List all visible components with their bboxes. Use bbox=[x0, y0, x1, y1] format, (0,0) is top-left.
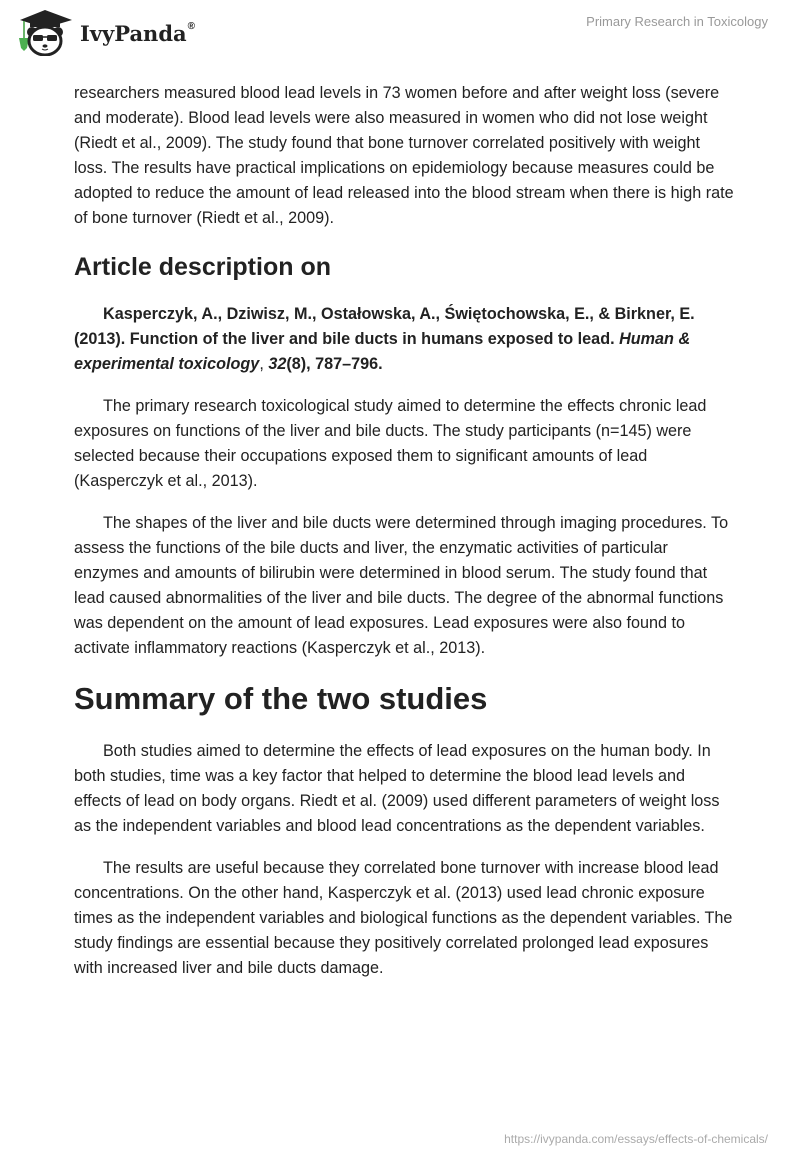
section2-paragraph-2: The results are useful because they correlated bone turnover with increase blood lead concentrations. On the other hand, Kasperczyk et al. (2013) used lead chronic exposure times as the independent variables and biological functions as the dependent variables. The study findings are essential because they positively correlated prolonged lead exposures with increased liver and bile ducts damage. bbox=[74, 859, 733, 977]
registered-mark: ® bbox=[187, 20, 195, 32]
reference-issue-pages: (8), 787–796. bbox=[286, 355, 383, 373]
essay-content bbox=[74, 81, 734, 981]
reference-journal: Human & experimental toxicology bbox=[74, 330, 691, 373]
section-heading-article-description: Article description on bbox=[74, 253, 331, 281]
panda-graduation-cap-icon bbox=[16, 8, 74, 56]
section-heading-summary: Summary of the two studies bbox=[74, 681, 488, 716]
intro-paragraph: researchers measured blood lead levels in 73 women before and after weight loss (severe and moderate). Blood lead levels were also measured in women who did not lose weight (Riedt et al., 2009). The study found that bone turnover correlated positively with weight loss. The results have practical implications on epidemiology because measures could be adopted to reduce the amount of lead released into the blood stream when there is high rate of bone turnover (Riedt et al., 2009). bbox=[74, 84, 734, 227]
reference-volume: 32 bbox=[268, 355, 287, 373]
reference-authors-title: Kasperczyk, A., Dziwisz, M., Ostałowska, A., Świętochowska, E., & Birkner, E. (2013). Function of the liver and bile ducts in humans exposed to lead. bbox=[74, 305, 695, 348]
article-reference bbox=[74, 302, 734, 377]
reference-separator: , bbox=[259, 355, 269, 373]
logo-wordmark: IvyPanda® bbox=[80, 20, 195, 46]
section1-paragraph-2: The shapes of the liver and bile ducts were determined through imaging procedures. To assess the functions of the bile ducts and liver, the enzymatic activities of particular enzymes and amounts of bilirubin were determined in blood serum. The study found that lead caused abnormalities of the liver and bile ducts. The degree of the abnormal functions was dependent on the amount of lead exposures. Lead exposures were also found to activate inflammatory reactions (Kasperczyk et al., 2013). bbox=[74, 514, 729, 657]
section2-paragraph-1: Both studies aimed to determine the effects of lead exposures on the human body. In both studies, time was a key factor that helped to determine the blood lead levels and effects of lead on body organs. Riedt et al. (2009) used different parameters of weight loss as the independent variables and blood lead concentrations as the dependent variables. bbox=[74, 742, 720, 835]
source-url-link[interactable]: https://ivypanda.com/essays/effects-of-chemicals/ bbox=[504, 1132, 768, 1146]
document-title: Primary Research in Toxicology bbox=[586, 14, 768, 29]
ivypanda-logo[interactable] bbox=[16, 8, 195, 56]
section1-paragraph-1: The primary research toxicological study aimed to determine the effects chronic lead exposures on functions of the liver and bile ducts. The study participants (n=145) were selected because their occupations exposed them to significant amounts of lead (Kasperczyk et al., 2013). bbox=[74, 397, 707, 490]
page-header bbox=[0, 0, 800, 60]
